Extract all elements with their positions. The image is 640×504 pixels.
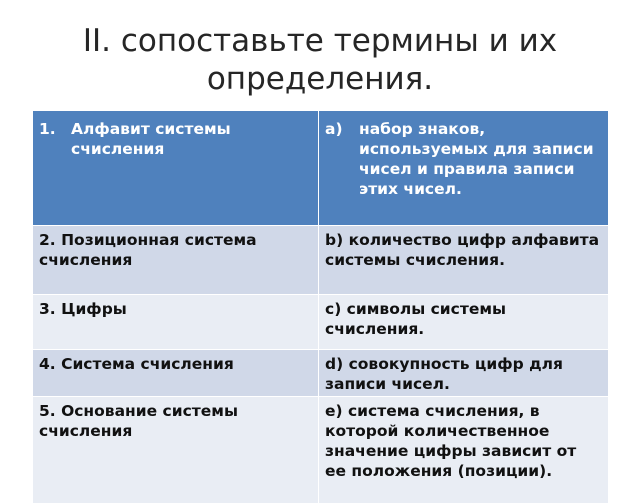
title-line-2: определения. [206, 61, 434, 97]
term-cell: 2. Позиционная система счисления [33, 226, 319, 295]
table-row [33, 350, 609, 397]
definition-cell: b) количество цифр алфавита системы счисления. [319, 226, 609, 295]
term-cell: 5. Основание системы счисления [33, 397, 319, 504]
term-cell: 3. Цифры [33, 295, 319, 350]
term-cell: 4. Система счисления [33, 350, 319, 397]
definition-cell: e) система счисления, в которой количественное значение цифры зависит от ее положения (позиции). [319, 397, 609, 504]
table-row [33, 226, 609, 295]
matching-table [32, 110, 609, 504]
definition-cell-a [319, 111, 609, 226]
term-cell-1 [33, 111, 319, 226]
term-number: 1. [39, 120, 56, 138]
definition-letter: а) [325, 120, 343, 138]
title-line-1: II. сопоставьте термины и их [82, 23, 558, 59]
definition-text: набор знаков, используемых для записи чисел и правила записи этих чисел. [359, 120, 594, 198]
table-header-row [33, 111, 609, 226]
term-text: Алфавит системы счисления [71, 120, 231, 158]
definition-cell: c) символы системы счисления. [319, 295, 609, 350]
table-row [33, 397, 609, 504]
slide-title [0, 22, 640, 98]
table-row [33, 295, 609, 350]
definition-cell: d) совокупность цифр для записи чисел. [319, 350, 609, 397]
